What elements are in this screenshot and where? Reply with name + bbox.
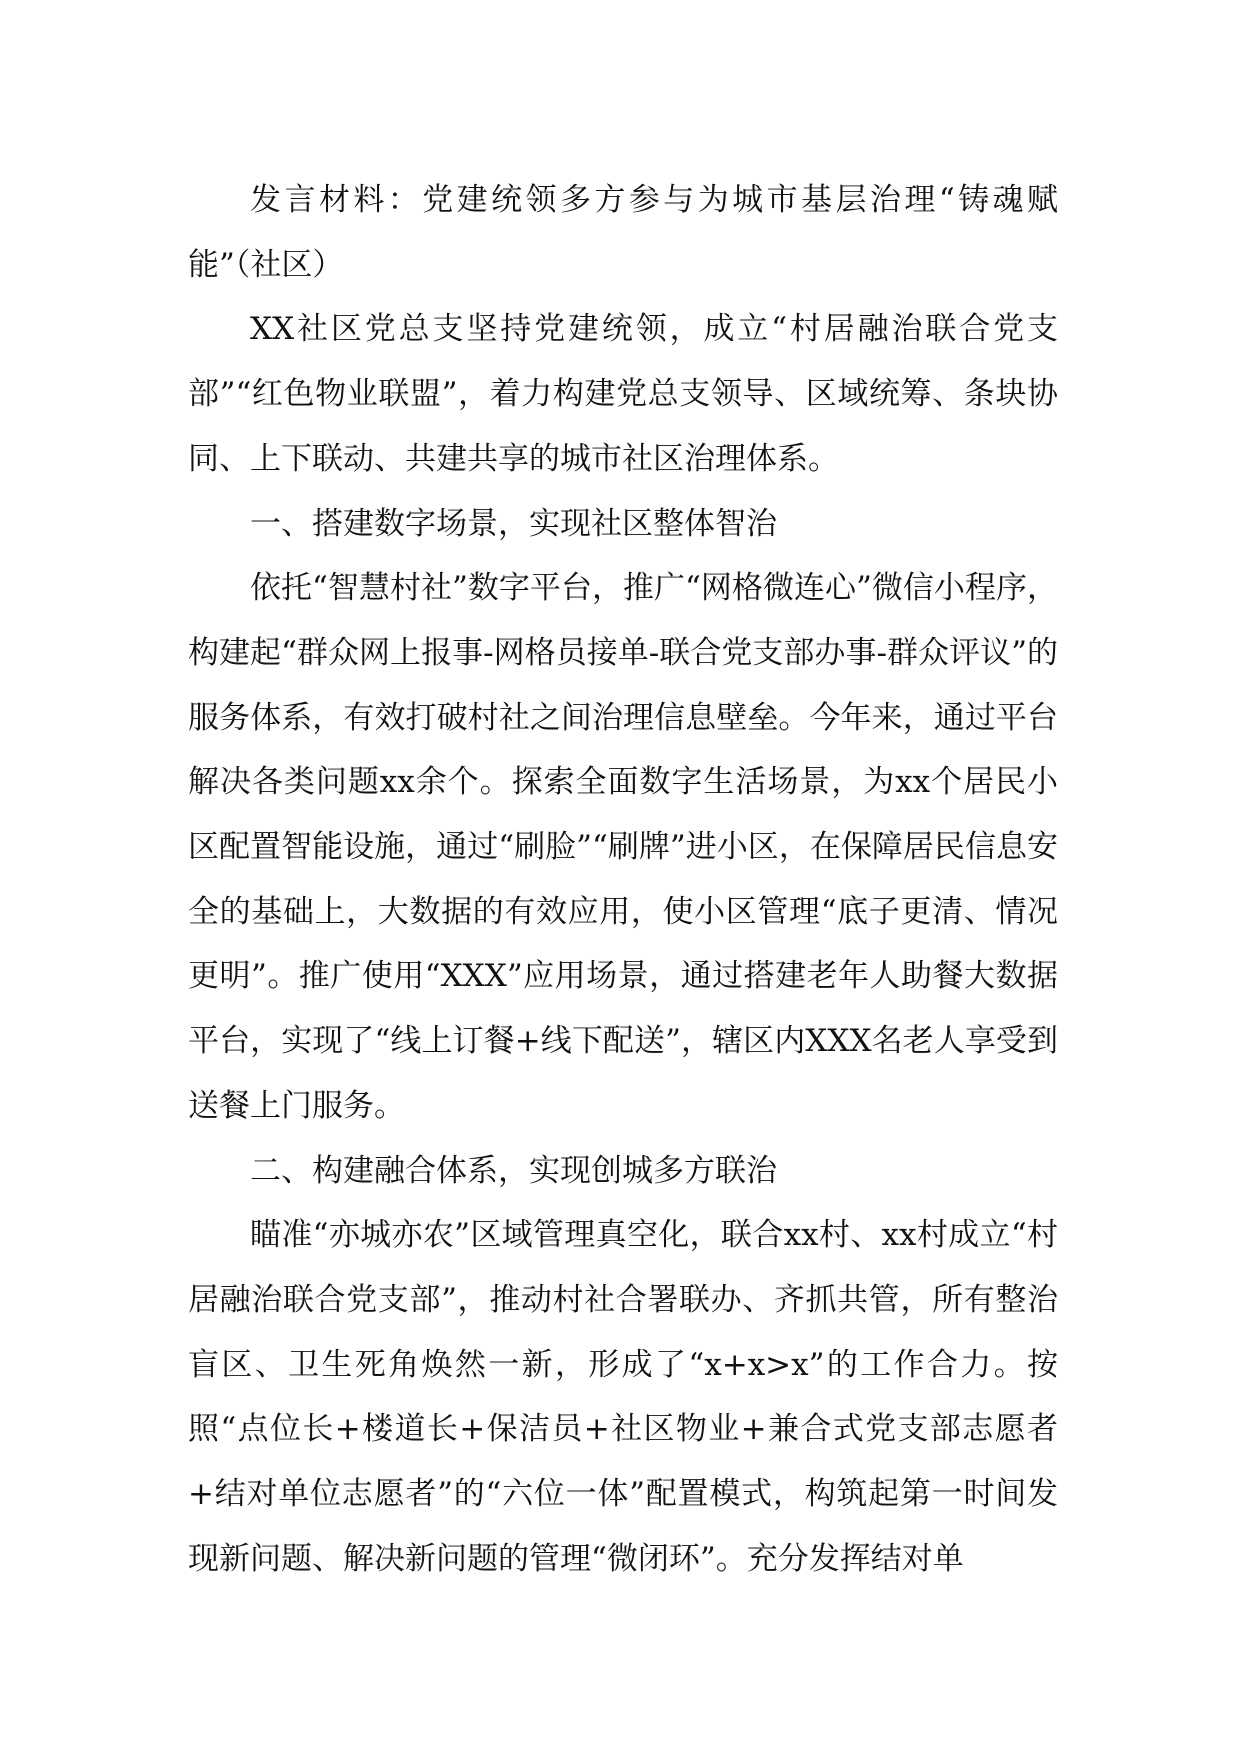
intro-paragraph: XX社区党总支坚持党建统领，成立“村居融治联合党支部”“红色物业联盟”，着力构建党总支领导、区域统筹、条块协同、上下联动、共建共享的城市社区治理体系。: [188, 311, 1058, 477]
section-paragraph-2: 瞄准“亦城亦农”区域管理真空化，联合xx村、xx村成立“村居融治联合党支部”，推动村社合署联办、齐抓共管，所有整治盲区、卫生死角焕然一新，形成了“x+x>x”的工作合力。按照“点位长+楼道长+保洁员+社区物业+兼合式党支部志愿者+结对单位志愿者”的“六位一体”配置模式，构筑起第一时间发现新问题、解决新问题的管理“微闭环”。充分发挥结对单: [188, 1217, 1058, 1577]
section-paragraph-1: 依托“智慧村社”数字平台，推广“网格微连心”微信小程序，构建起“群众网上报事-网格员接单-联合党支部办事-群众评议”的服务体系，有效打破村社之间治理信息壁垒。今年来，通过平台解决各类问题xx余个。探索全面数字生活场景，为xx个居民小区配置智能设施，通过“刷脸”“刷牌”进小区，在保障居民信息安全的基础上，大数据的有效应用，使小区管理“底子更清、情况更明”。推广使用“XXX”应用场景，通过搭建老年人助餐大数据平台，实现了“线上订餐+线下配送”，辖区内XXX名老人享受到送餐上门服务。: [188, 570, 1058, 1124]
section-heading-1: 一、搭建数字场景，实现社区整体智治: [250, 505, 777, 542]
document-title: 发言材料：党建统领多方参与为城市基层治理“铸魂赋能”（社区）: [188, 182, 1058, 283]
document-body: [188, 168, 1058, 1591]
section-heading-2: 二、构建融合体系，实现创城多方联治: [250, 1152, 777, 1189]
